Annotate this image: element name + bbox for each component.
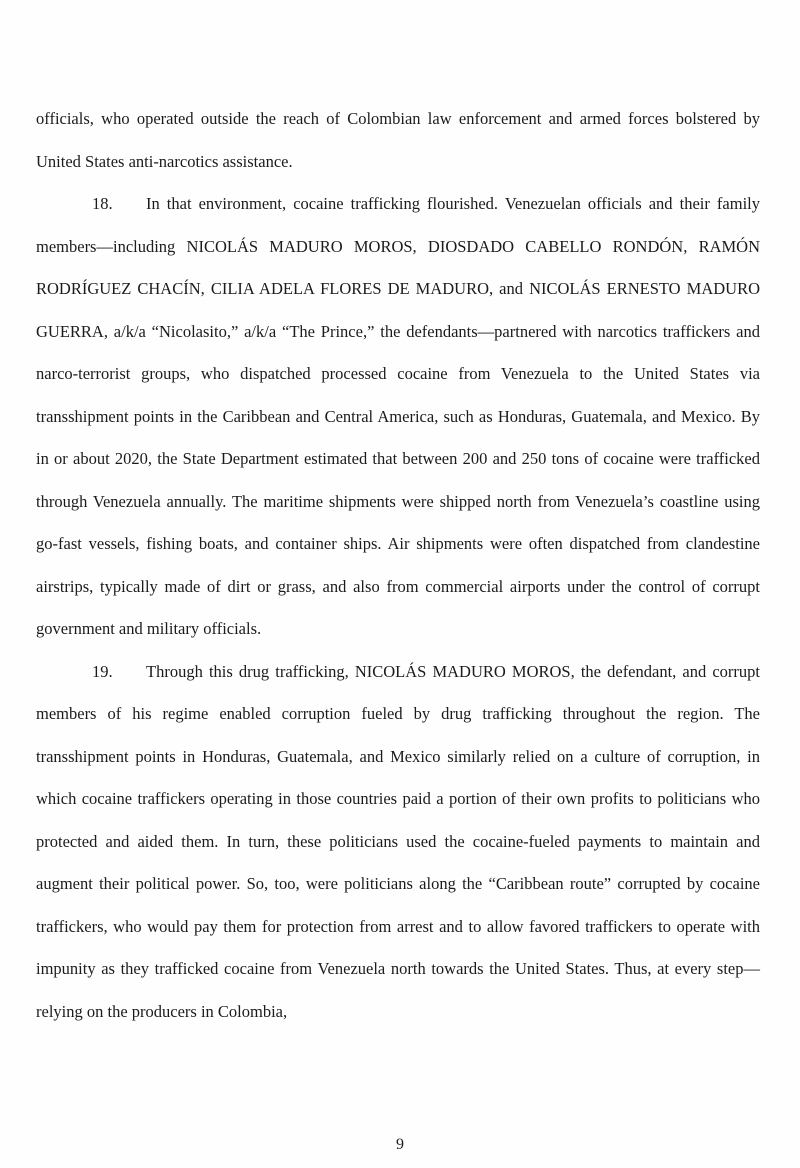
paragraph-18 xyxy=(36,183,760,651)
paragraph-text: In that environment, cocaine trafficking flourished. Venezuelan officials and their family members—including NICOLÁS MADURO MOROS, DIOSDADO CABELLO RONDÓN, RAMÓN RODRÍGUEZ CHACÍN, CILIA ADELA FLORES DE MADURO, and NICOLÁS ERNESTO MADURO GUERRA, a/k/a “Nicolasito,” a/k/a “The Prince,” the defendants—partnered with narcotics traffickers and narco-terrorist groups, who dispatched processed cocaine from Venezuela to the United States via transshipment points in the Caribbean and Central America, such as Honduras, Guatemala, and Mexico. By in or about 2020, the State Department estimated that between 200 and 250 tons of cocaine were trafficked through Venezuela annually. The maritime shipments were shipped north from Venezuela’s coastline using go-fast vessels, fishing boats, and container ships. Air shipments were often dispatched from clandestine airstrips, typically made of dirt or grass, and also from commercial airports under the control of corrupt government and military officials. xyxy=(36,194,760,638)
paragraph-text: officials, who operated outside the reach of Colombian law enforcement and armed forces bolstered by United States anti-narcotics assistance. xyxy=(36,109,760,171)
paragraph-continuation xyxy=(36,98,760,183)
paragraph-text: Through this drug trafficking, NICOLÁS MADURO MOROS, the defendant, and corrupt members of his regime enabled corruption fueled by drug trafficking throughout the region. The transshipment points in Honduras, Guatemala, and Mexico similarly relied on a culture of corruption, in which cocaine traffickers operating in those countries paid a portion of their own profits to politicians who protected and aided them. In turn, these politicians used the cocaine-fueled payments to maintain and augment their political power. So, too, were politicians along the “Caribbean route” corrupted by cocaine traffickers, who would pay them for protection from arrest and to allow favored traffickers to operate with impunity as they trafficked cocaine from Venezuela north towards the United States. Thus, at every step—relying on the producers in Colombia, xyxy=(36,661,760,1021)
paragraph-19 xyxy=(36,651,760,1034)
paragraph-number: 19. xyxy=(92,661,113,681)
document-body xyxy=(36,98,760,1033)
paragraph-number: 18. xyxy=(92,194,113,213)
page-number: 9 xyxy=(396,1136,404,1153)
